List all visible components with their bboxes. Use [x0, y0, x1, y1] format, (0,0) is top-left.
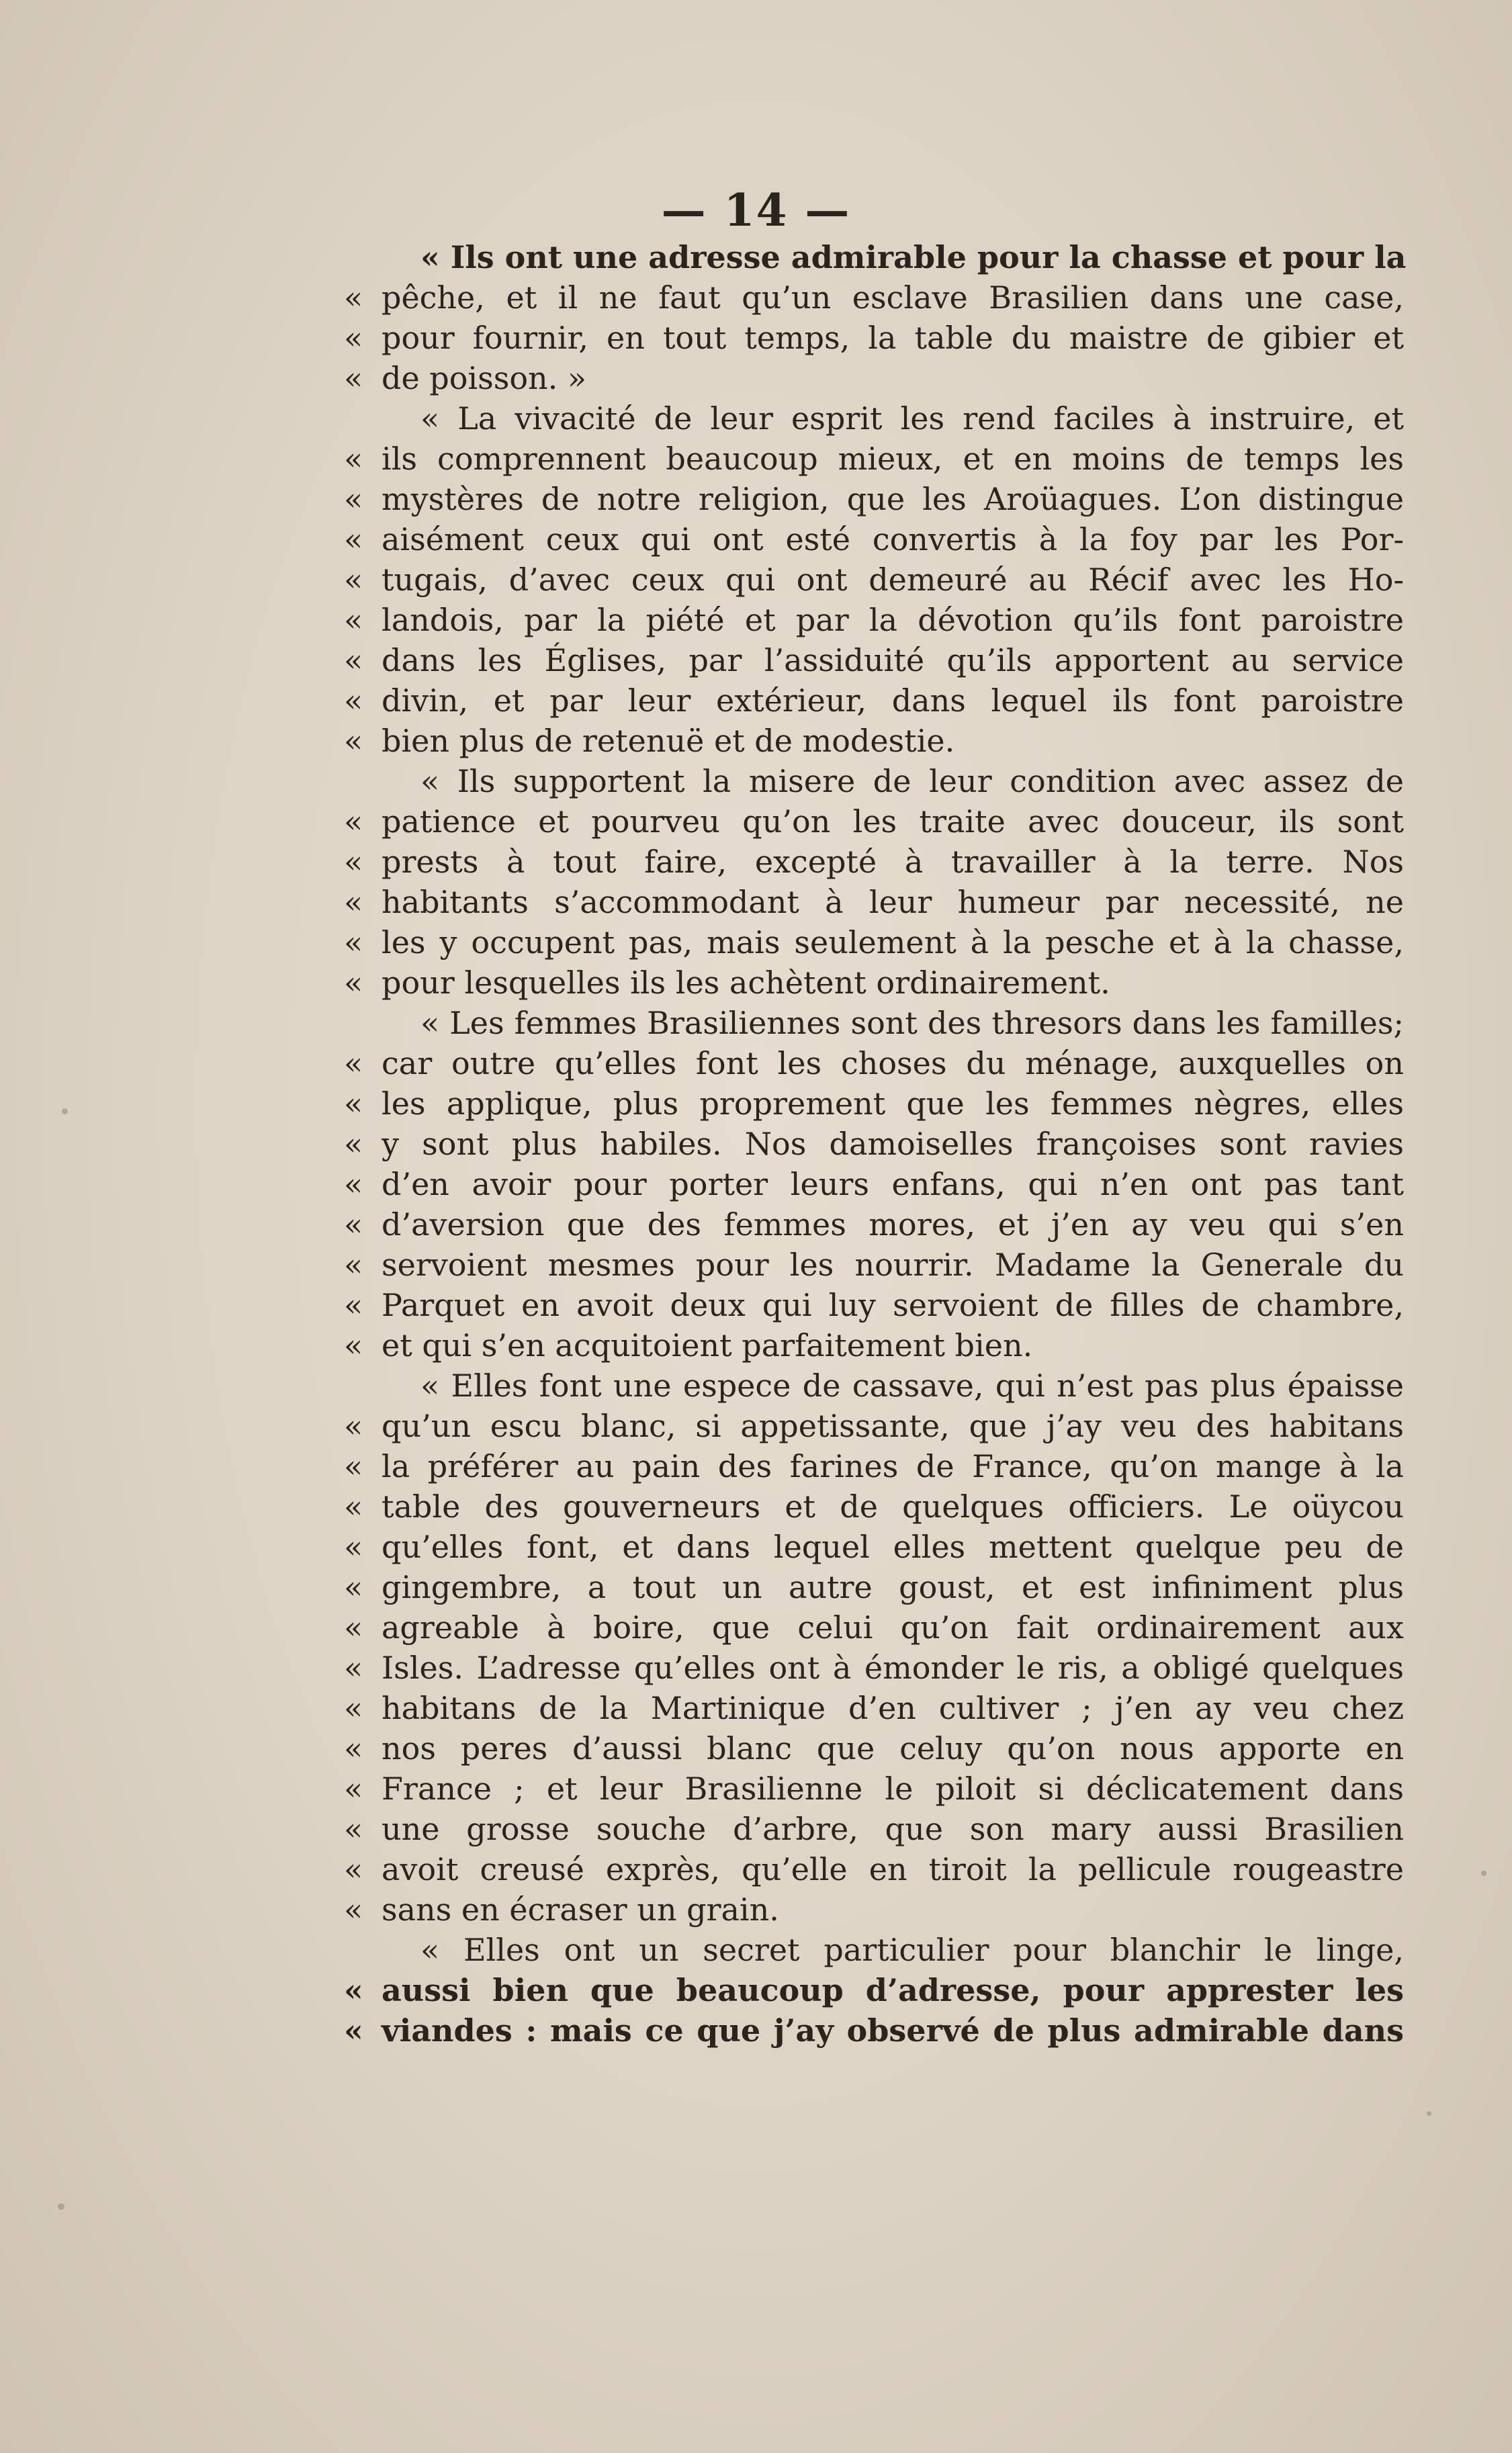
page-number: — 14 — — [661, 184, 851, 236]
text-line — [344, 1527, 1404, 1567]
line-text: servoient mesmes pour les nourrir. Madame la Generale du — [382, 1247, 1404, 1283]
text-line — [344, 277, 1404, 318]
line-text: « La vivacité de leur esprit les rend faciles à instruire, et — [420, 400, 1404, 437]
guillemet-marker: « — [344, 1488, 363, 1525]
line-text: « Les femmes Brasiliennes sont des thresors dans les familles; — [420, 1005, 1404, 1041]
guillemet-marker: « — [344, 320, 363, 356]
line-text: dans les Églises, par l’assiduité qu’ils apportent au service — [382, 642, 1404, 678]
guillemet-marker: « — [344, 1045, 363, 1081]
line-text: les y occupent pas, mais seulement à la pesche et à la chasse, — [382, 924, 1404, 961]
line-text: nos peres d’aussi blanc que celuy qu’on nous apporte en — [382, 1730, 1404, 1767]
text-line — [382, 398, 1404, 439]
line-text: d’en avoir pour porter leurs enfans, qui n’en ont pas tant — [382, 1166, 1404, 1202]
line-text: « Elles ont un secret particulier pour blanchir le linge, — [420, 1932, 1404, 1968]
guillemet-marker: « — [344, 1771, 363, 1807]
text-line — [344, 1567, 1404, 1607]
line-text: viandes : mais ce que j’ay observé de plus admirable dans — [382, 2012, 1404, 2049]
guillemet-marker: « — [344, 1448, 363, 1484]
text-line — [344, 1245, 1404, 1285]
text-line — [344, 479, 1404, 519]
guillemet-marker: « — [344, 1287, 363, 1323]
guillemet-marker: « — [344, 481, 363, 517]
line-text: la préférer au pain des farines de France, qu’on mange à la — [382, 1448, 1404, 1484]
line-text: Parquet en avoit deux qui luy servoient de filles de chambre, — [382, 1287, 1404, 1323]
guillemet-marker: « — [344, 602, 363, 638]
guillemet-marker: « — [344, 1408, 363, 1444]
line-text: table des gouverneurs et de quelques officiers. Le oüycou — [382, 1488, 1404, 1525]
paper-speck — [1481, 1871, 1486, 1876]
text-line — [344, 1043, 1404, 1083]
text-line — [344, 358, 1404, 398]
line-text: France ; et leur Brasilienne le piloit si déclicatement dans — [382, 1771, 1404, 1807]
text-line — [344, 680, 1404, 721]
line-text: « Ils ont une adresse admirable pour la chasse et pour la — [420, 239, 1407, 275]
text-line — [344, 1285, 1404, 1325]
text-line — [344, 721, 1404, 761]
line-text: une grosse souche d’arbre, que son mary aussi Brasilien — [382, 1811, 1404, 1847]
guillemet-marker: « — [344, 1247, 363, 1283]
guillemet-marker: « — [344, 1569, 363, 1605]
line-text: d’aversion que des femmes mores, et j’en ay veu qui s’en — [382, 1206, 1404, 1243]
text-line — [344, 1204, 1404, 1245]
text-line — [344, 922, 1404, 963]
guillemet-marker: « — [344, 1126, 363, 1162]
guillemet-marker: « — [344, 723, 363, 759]
text-line — [382, 1366, 1404, 1406]
text-line — [344, 1325, 1404, 1366]
text-line — [344, 1849, 1404, 1889]
line-text: Isles. L’adresse qu’elles ont à émonder le ris, a obligé quelques — [382, 1650, 1404, 1686]
paper-speck — [62, 1108, 68, 1114]
guillemet-marker: « — [344, 562, 363, 598]
line-text: y sont plus habiles. Nos damoiselles françoises sont ravies — [382, 1126, 1404, 1162]
guillemet-marker: « — [344, 844, 363, 880]
paper-speck — [58, 2203, 64, 2210]
paper-speck — [1427, 2111, 1431, 2116]
line-text: « Elles font une espece de cassave, qui n’est pas plus épaisse — [420, 1368, 1404, 1404]
text-line — [344, 1607, 1404, 1648]
text-line — [344, 1083, 1404, 1124]
guillemet-marker: « — [344, 1851, 363, 1887]
text-line — [382, 1930, 1404, 1970]
guillemet-marker: « — [344, 441, 363, 477]
guillemet-marker: « — [344, 1529, 363, 1565]
text-line — [344, 318, 1404, 358]
line-text: mystères de notre religion, que les Aroüagues. L’on distingue — [382, 481, 1404, 517]
guillemet-marker: « — [344, 642, 363, 678]
text-line — [344, 1769, 1404, 1809]
line-text: qu’elles font, et dans lequel elles mettent quelque peu de — [382, 1529, 1404, 1565]
line-text: sans en écraser un grain. — [382, 1891, 779, 1928]
line-text: habitans de la Martinique d’en cultiver ; j’en ay veu chez — [382, 1690, 1404, 1726]
line-text: avoit creusé exprès, qu’elle en tiroit la pellicule rougeastre — [382, 1851, 1404, 1887]
guillemet-marker: « — [344, 1085, 363, 1122]
line-text: patience et pourveu qu’on les traite avec douceur, ils sont — [382, 803, 1404, 840]
text-line — [344, 1406, 1404, 1446]
line-text: divin, et par leur extérieur, dans lequel ils font paroistre — [382, 682, 1404, 719]
guillemet-marker: « — [344, 1166, 363, 1202]
guillemet-marker: « — [344, 1891, 363, 1928]
guillemet-marker: « — [344, 1327, 363, 1364]
text-line — [344, 1688, 1404, 1728]
guillemet-marker: « — [344, 1690, 363, 1726]
guillemet-marker: « — [344, 884, 363, 920]
line-text: « Ils supportent la misere de leur condition avec assez de — [420, 763, 1404, 799]
text-line — [382, 237, 1407, 277]
text-line — [344, 1728, 1404, 1769]
line-text: qu’un escu blanc, si appetissante, que j’ay veu des habitans — [382, 1408, 1404, 1444]
line-text: aussi bien que beaucoup d’adresse, pour apprester les — [382, 1972, 1404, 2008]
guillemet-marker: « — [344, 1730, 363, 1767]
text-line — [344, 842, 1404, 882]
guillemet-marker: « — [344, 965, 363, 1001]
line-text: landois, par la piété et par la dévotion qu’ils font paroistre — [382, 602, 1404, 638]
line-text: et qui s’en acquitoient parfaitement bien. — [382, 1327, 1033, 1364]
guillemet-marker: « — [344, 803, 363, 840]
text-line — [344, 1809, 1404, 1849]
line-text: habitants s’accommodant à leur humeur par necessité, ne — [382, 884, 1404, 920]
guillemet-marker: « — [344, 1972, 363, 2008]
text-line — [344, 560, 1404, 600]
text-line — [382, 761, 1404, 801]
line-text: aisément ceux qui ont esté convertis à la foy par les Por- — [382, 521, 1404, 558]
text-line — [344, 882, 1404, 922]
line-text: car outre qu’elles font les choses du ménage, auxquelles on — [382, 1045, 1404, 1081]
text-line — [344, 2010, 1404, 2051]
line-text: les applique, plus proprement que les femmes nègres, elles — [382, 1085, 1404, 1122]
text-line — [344, 439, 1404, 479]
guillemet-marker: « — [344, 2012, 363, 2049]
guillemet-marker: « — [344, 521, 363, 558]
line-text: de poisson. » — [382, 360, 587, 396]
guillemet-marker: « — [344, 1609, 363, 1646]
guillemet-marker: « — [344, 1206, 363, 1243]
line-text: pour fournir, en tout temps, la table du maistre de gibier et — [382, 320, 1404, 356]
text-line — [344, 1486, 1404, 1527]
line-text: ils comprennent beaucoup mieux, et en moins de temps les — [382, 441, 1404, 477]
text-line — [344, 1164, 1404, 1204]
text-line — [344, 1970, 1404, 2010]
text-line — [344, 1889, 1404, 1930]
line-text: pour lesquelles ils les achètent ordinairement. — [382, 965, 1110, 1001]
text-line — [344, 1648, 1404, 1688]
text-line — [344, 801, 1404, 842]
guillemet-marker: « — [344, 1811, 363, 1847]
text-line — [344, 963, 1404, 1003]
text-line — [344, 640, 1404, 680]
guillemet-marker: « — [344, 360, 363, 396]
line-text: pêche, et il ne faut qu’un esclave Brasilien dans une case, — [382, 279, 1404, 316]
text-line — [344, 519, 1404, 560]
guillemet-marker: « — [344, 924, 363, 961]
line-text: tugais, d’avec ceux qui ont demeuré au Récif avec les Ho- — [382, 562, 1404, 598]
text-line — [382, 1003, 1404, 1043]
line-text: bien plus de retenuë et de modestie. — [382, 723, 955, 759]
guillemet-marker: « — [344, 1650, 363, 1686]
text-line — [344, 1446, 1404, 1486]
text-line — [344, 600, 1404, 640]
line-text: agreable à boire, que celui qu’on fait ordinairement aux — [382, 1609, 1404, 1646]
body-text — [344, 237, 1407, 2051]
line-text: gingembre, a tout un autre goust, et est infiniment plus — [382, 1569, 1404, 1605]
line-text: prests à tout faire, excepté à travailler à la terre. Nos — [382, 844, 1404, 880]
text-line — [344, 1124, 1404, 1164]
guillemet-marker: « — [344, 279, 363, 316]
guillemet-marker: « — [344, 682, 363, 719]
